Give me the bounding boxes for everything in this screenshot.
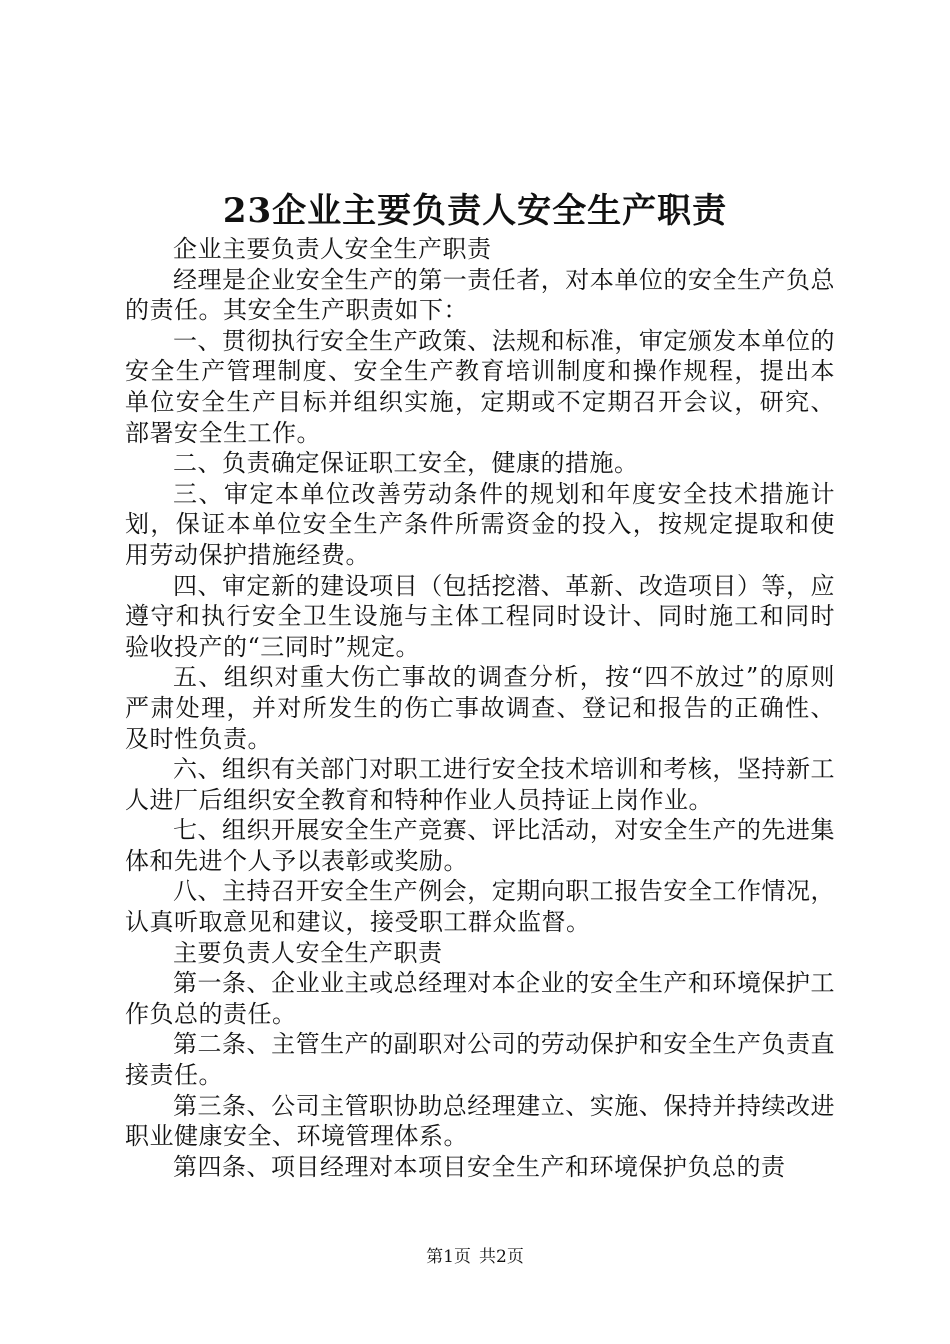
paragraph-item-8: 八、主持召开安全生产例会，定期向职工报告安全工作情况，认真听取意见和建议，接受职工群众监督。: [125, 877, 835, 937]
paragraph-item-2: 二、负责确定保证职工安全，健康的措施。: [173, 449, 639, 478]
page-footer: [0, 1242, 950, 1267]
paragraph-item-6: 六、组织有关部门对职工进行安全技术培训和考核，坚持新工人进厂后组织安全教育和特种作业人员持证上岗作业。: [125, 755, 835, 814]
paragraph-article-4: 第四条、项目经理对本项目安全生产和环境保护负总的责: [173, 1152, 786, 1181]
paragraph-item-3: 三、审定本单位改善劳动条件的规划和年度安全技术措施计划，保证本单位安全生产条件所需资金的投入，按规定提取和使用劳动保护措施经费。: [125, 479, 835, 569]
paragraph-heading: 企业主要负责人安全生产职责: [173, 235, 492, 263]
paragraph-item-1: 一、贯彻执行安全生产政策、法规和标准，审定颁发本单位的安全生产管理制度、安全生产教育培训制度和操作规程，提出本单位安全生产目标并组织实施，定期或不定期召开会议，研究、部署安全生工作。: [125, 326, 835, 447]
paragraph-article-3: 第三条、公司主管职协助总经理建立、实施、保持并持续改进职业健康安全、环境管理体系。: [125, 1091, 835, 1151]
paragraph-item-5: 五、组织对重大伤亡事故的调查分析，按“四不放过”的原则严肃处理，并对所发生的伤亡事故调查、登记和报告的正确性、及时性负责。: [125, 663, 835, 753]
paragraph-article-1: 第一条、企业业主或总经理对本企业的安全生产和环境保护工作负总的责任。: [125, 969, 835, 1028]
document-body: [125, 234, 835, 1182]
paragraph-item-4: 四、审定新的建设项目（包括挖潜、革新、改造项目）等，应遵守和执行安全卫生设施与主体工程同时设计、同时施工和同时验收投产的“三同时”规定。: [125, 571, 835, 661]
paragraph-article-2: 第二条、主管生产的副职对公司的劳动保护和安全生产负责直接责任。: [125, 1030, 835, 1090]
page-total: 共2页: [479, 1247, 524, 1267]
paragraph-item-7: 七、组织开展安全生产竞赛、评比活动，对安全生产的先进集体和先进个人予以表彰或奖励。: [125, 816, 835, 875]
paragraph-intro: 经理是企业安全生产的第一责任者，对本单位的安全生产负总的责任。其安全生产职责如下：: [125, 265, 835, 325]
document-title: 23企业主要负责人安全生产职责: [222, 191, 728, 231]
paragraph-subheading: 主要负责人安全生产职责: [173, 938, 443, 967]
page-number: 第1页: [426, 1247, 471, 1267]
